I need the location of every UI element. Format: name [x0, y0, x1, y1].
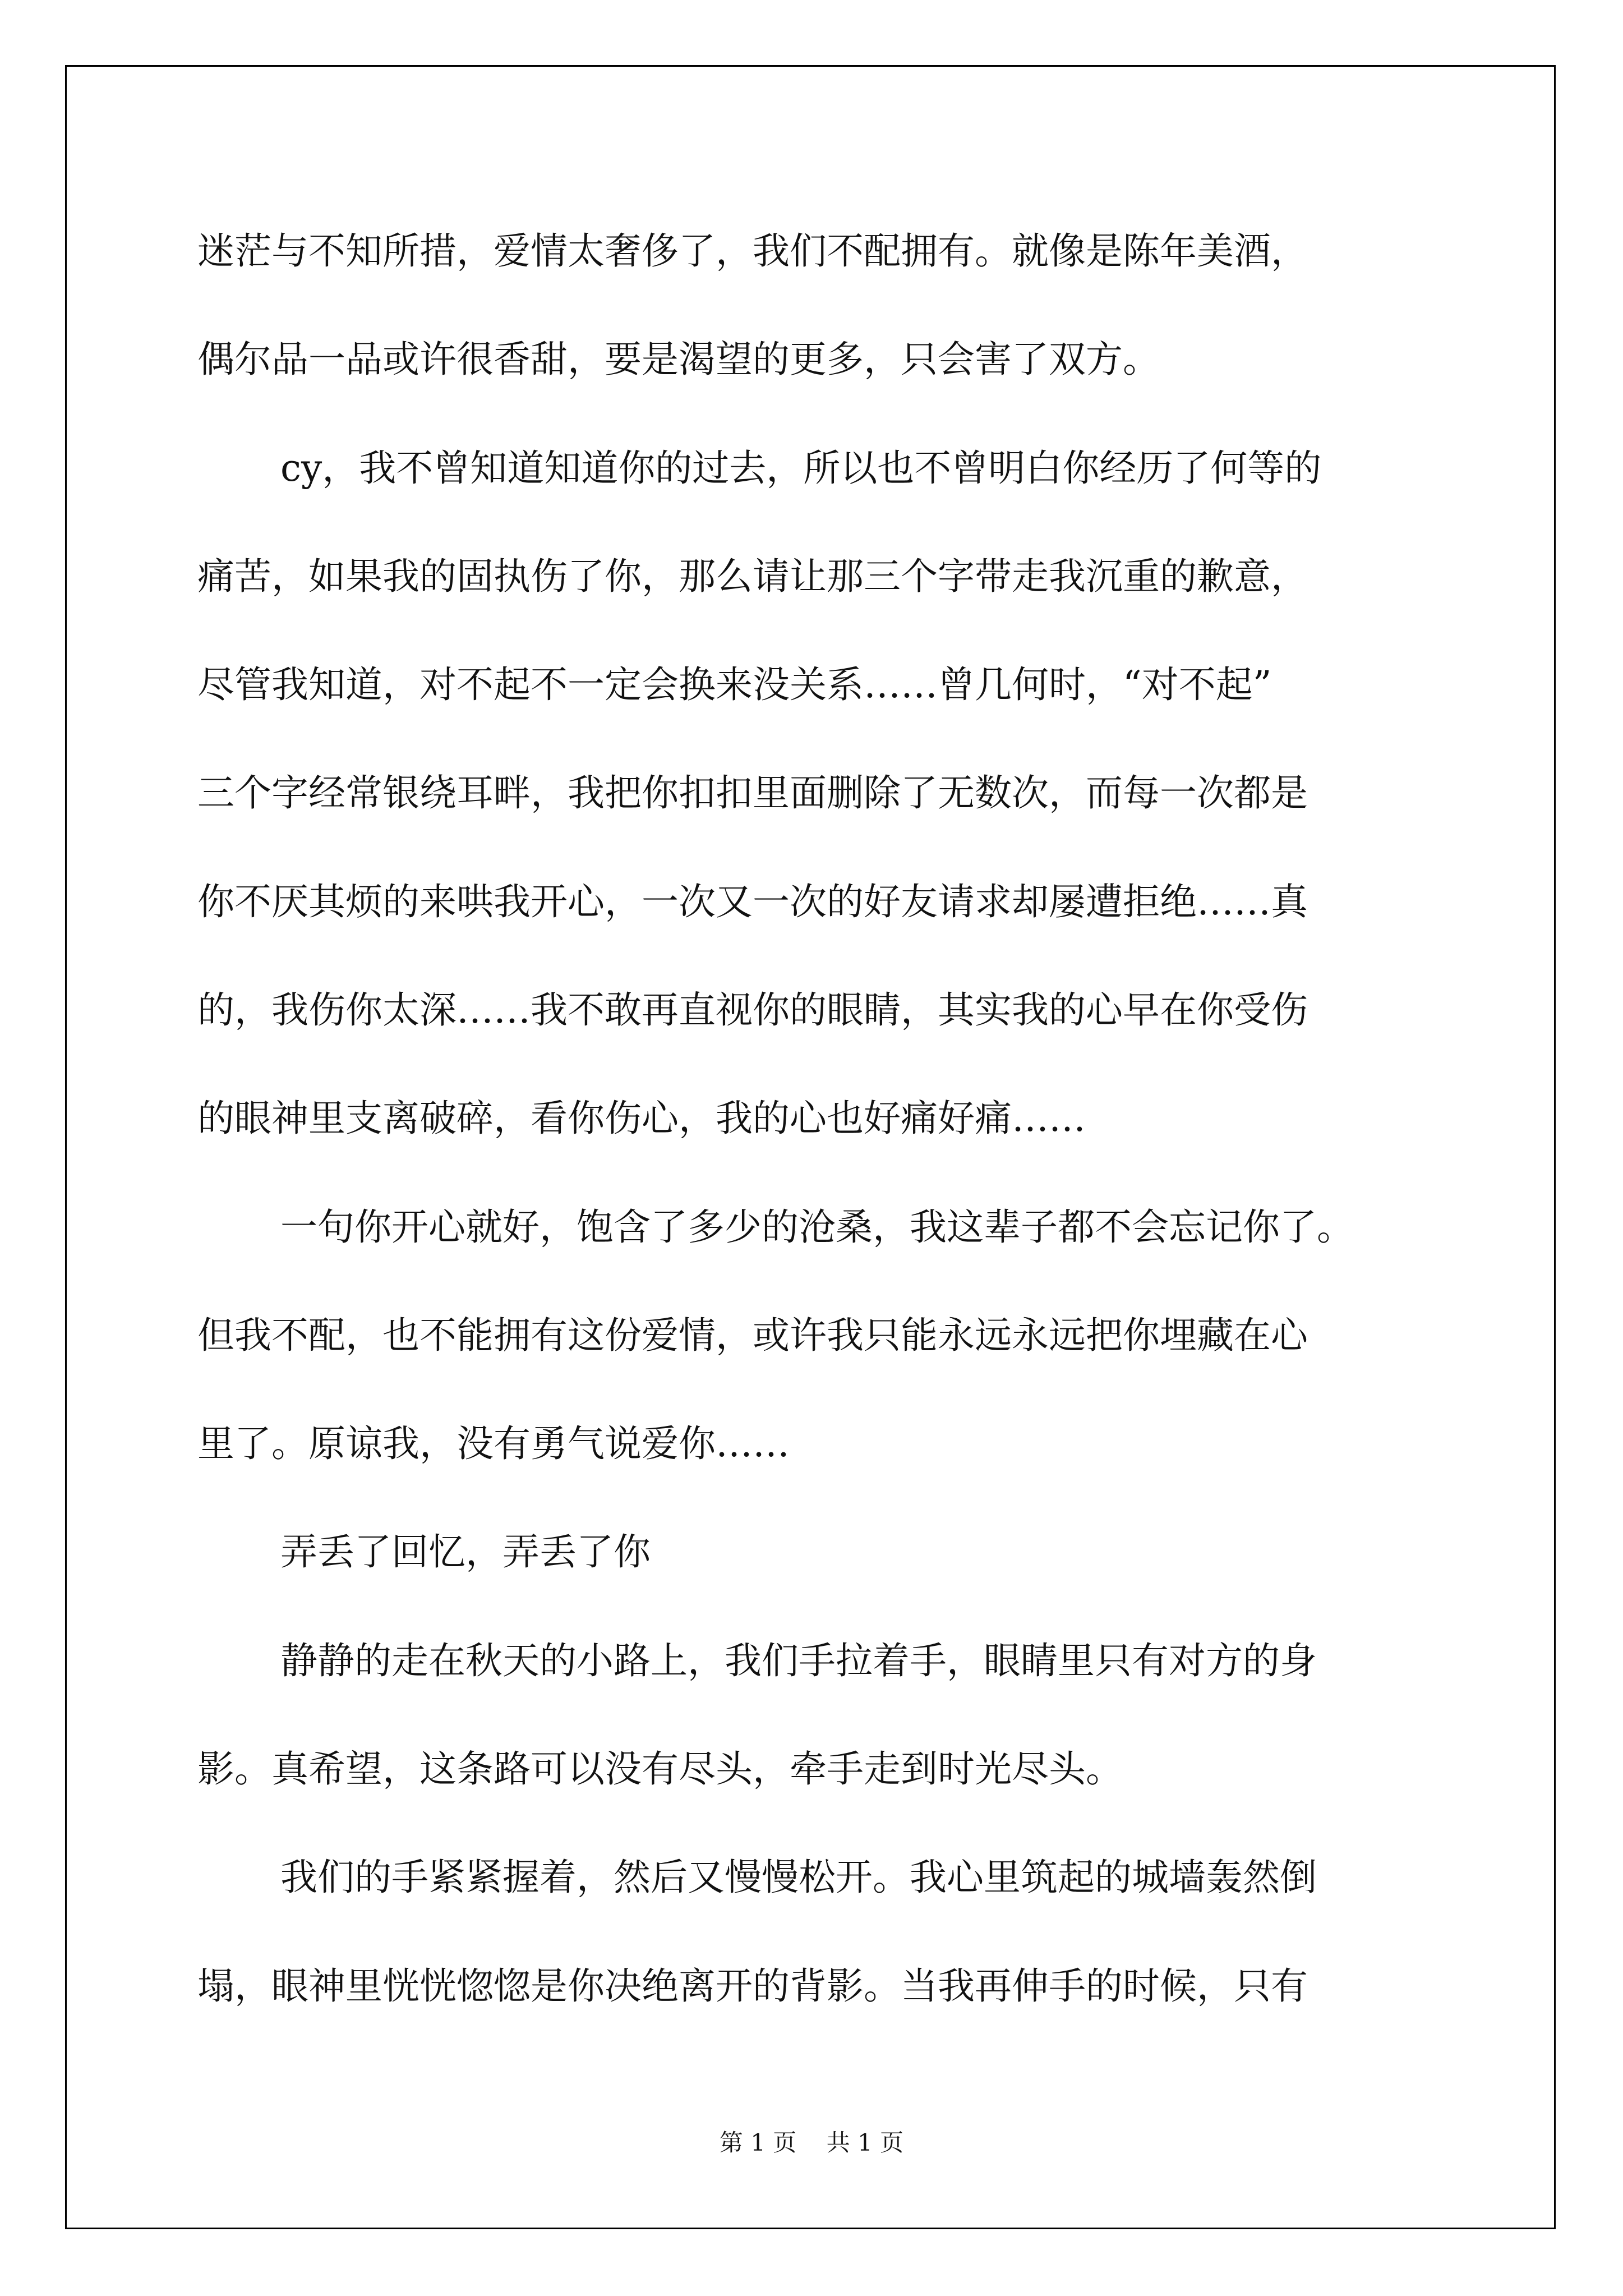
text-line: 的，我伤你太深……我不敢再直视你的眼睛，其实我的心早在你受伤 [197, 988, 1308, 1032]
text-line: 偶尔品一品或许很香甜，要是渴望的更多，只会害了双方。 [197, 338, 1160, 381]
text-line: 但我不配，也不能拥有这份爱情，或许我只能永远永远把你埋藏在心 [197, 1314, 1308, 1357]
text-line: 弄丢了回忆，弄丢了你 [280, 1530, 651, 1573]
text-line: 塌，眼神里恍恍惚惚是你决绝离开的背影。当我再伸手的时候，只有 [197, 1964, 1308, 2008]
text-line: 我们的手紧紧握着，然后又慢慢松开。我心里筑起的城墙轰然倒 [280, 1856, 1317, 1899]
page-number-footer: 第 1 页 共 1 页 [719, 2129, 904, 2156]
text-line: 的眼神里支离破碎，看你伤心，我的心也好痛好痛…… [197, 1097, 1086, 1140]
text-line: 里了。原谅我，没有勇气说爱你…… [197, 1422, 790, 1465]
text-line: 一句你开心就好，饱含了多少的沧桑，我这辈子都不会忘记你了。 [280, 1205, 1354, 1249]
text-line: 你不厌其烦的来哄我开心，一次又一次的好友请求却屡遭拒绝……真 [197, 880, 1308, 923]
text-line: 静静的走在秋天的小路上，我们手拉着手，眼睛里只有对方的身 [280, 1639, 1317, 1682]
text-line: 痛苦，如果我的固执伤了你，那么请让那三个字带走我沉重的歉意， [197, 555, 1308, 598]
text-line: 迷茫与不知所措，爱情太奢侈了，我们不配拥有。就像是陈年美酒， [197, 229, 1308, 273]
page-border [65, 65, 1556, 2229]
text-line: 影。真希望，这条路可以没有尽头，牵手走到时光尽头。 [197, 1747, 1123, 1791]
text-line: 尽管我知道，对不起不一定会换来没关系……曾几何时，“对不起” [197, 663, 1272, 706]
text-line: cy，我不曾知道知道你的过去，所以也不曾明白你经历了何等的 [280, 447, 1322, 490]
text-line: 三个字经常银绕耳畔，我把你扣扣里面删除了无数次，而每一次都是 [197, 771, 1308, 815]
